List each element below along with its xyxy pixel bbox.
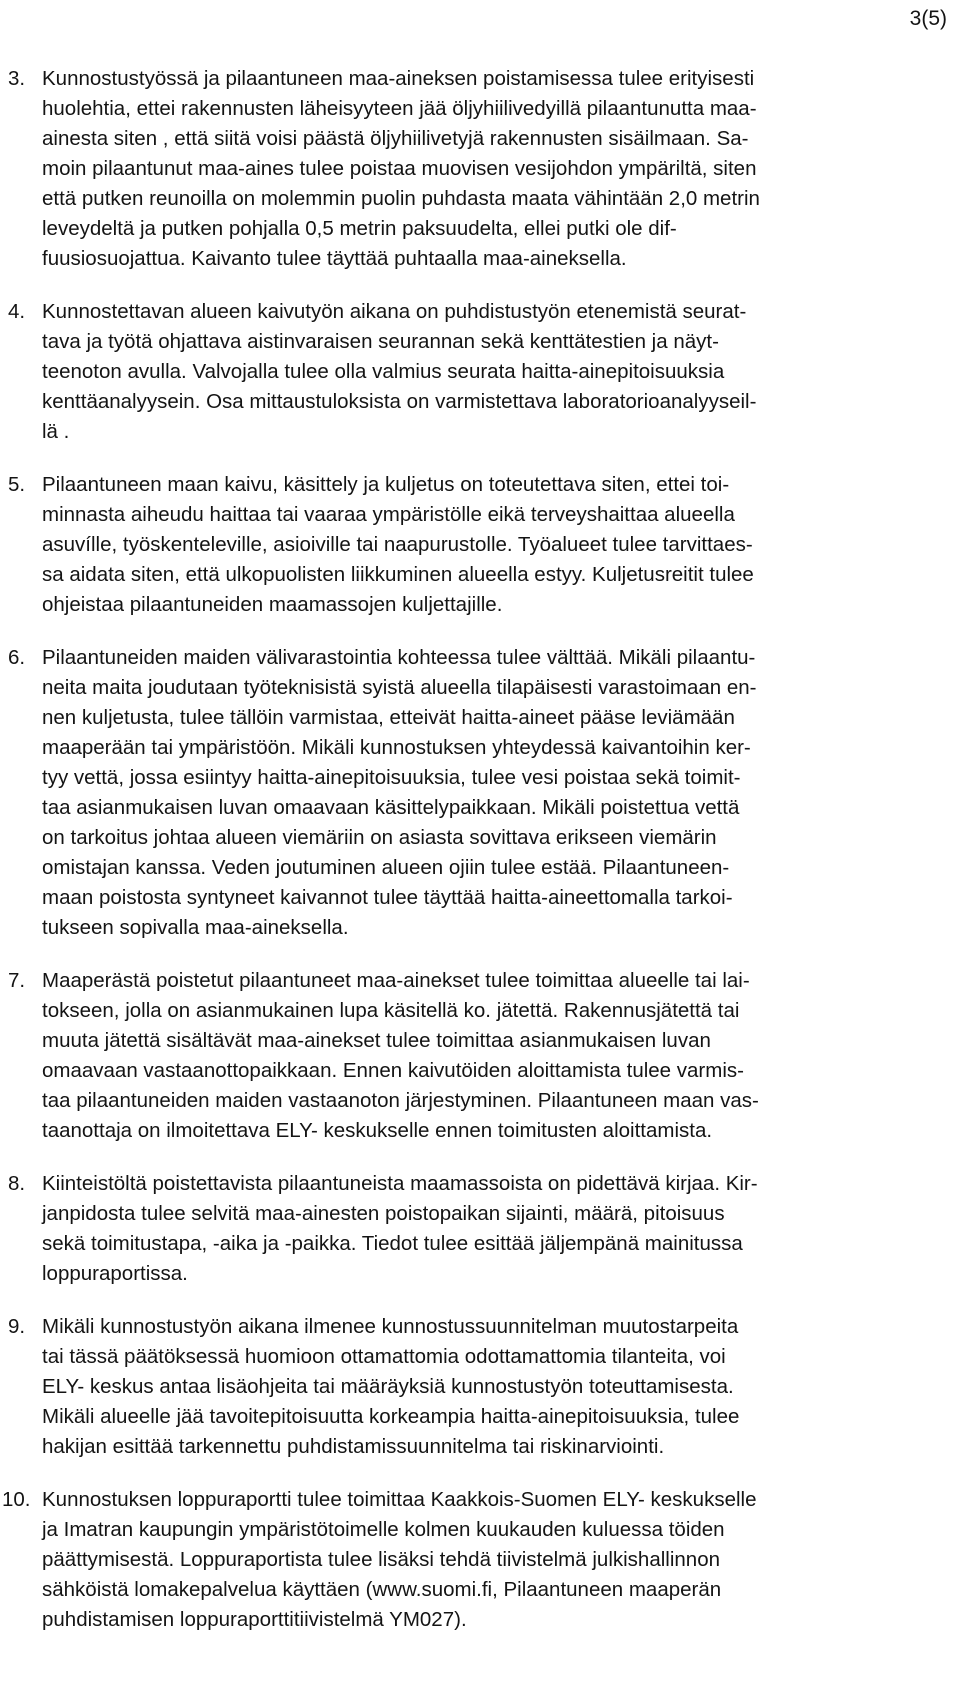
text-line: omistajan kanssa. Veden joutuminen alueen ojiin tulee estää. Pilaantuneen-	[42, 856, 730, 879]
text-line: ohjeistaa pilaantuneiden maamassojen kuljettajille.	[42, 593, 503, 616]
item-number: 3.	[8, 67, 26, 90]
text-line: lä .	[42, 420, 70, 443]
text-line: tyy vettä, jossa esiintyy haitta-ainepitoisuuksia, tulee vesi poistaa sekä toimit-	[42, 766, 741, 789]
list-item-5	[0, 470, 960, 620]
text-line: on tarkoitus johtaa alueen viemäriin on asiasta sovittava erikseen viemärin	[42, 826, 717, 849]
text-line: ainesta siten , että siitä voisi päästä öljyhiilivetyjä rakennusten sisäilmaan. Sa-	[42, 127, 749, 150]
item-text	[42, 1312, 739, 1462]
text-line: tava ja työtä ohjattava aistinvaraisen seurannan sekä kenttätestien ja näyt-	[42, 330, 719, 353]
text-line: ELY- keskus antaa lisäohjeita tai määräyksiä kunnostustyön toteuttamisesta.	[42, 1375, 734, 1398]
text-line: tukseen sopivalla maa-aineksella.	[42, 916, 349, 939]
text-line: asuvílle, työskenteleville, asioiville tai naapurustolle. Työalueet tulee tarvittaes-	[42, 533, 753, 556]
text-line: leveydeltä ja putken pohjalla 0,5 metrin paksuudelta, ellei putki ole dif-	[42, 217, 677, 240]
text-line: taa asianmukaisen luvan omaavaan käsittelypaikkaan. Mikäli poistettua vettä	[42, 796, 740, 819]
item-number: 7.	[8, 969, 26, 992]
text-line: Maaperästä poistetut pilaantuneet maa-ainekset tulee toimittaa alueelle tai lai-	[42, 969, 750, 992]
text-line: Kiinteistöltä poistettavista pilaantuneista maamassoista on pidettävä kirjaa. Kir-	[42, 1172, 758, 1195]
item-number: 9.	[8, 1315, 26, 1338]
text-line: Kunnostuksen loppuraportti tulee toimittaa Kaakkois-Suomen ELY- keskukselle	[42, 1488, 757, 1511]
text-line: huolehtia, ettei rakennusten läheisyyteen jää öljyhiilivedyillä pilaantunutta maa-	[42, 97, 757, 120]
list-item-7	[0, 966, 960, 1146]
text-line: nen kuljetusta, tulee tällöin varmistaa, etteivät haitta-aineet pääse leviämään	[42, 706, 735, 729]
text-line: ja Imatran kaupungin ympäristötoimelle kolmen kuukauden kuluessa töiden	[42, 1518, 725, 1541]
item-number: 5.	[8, 473, 26, 496]
item-number: 6.	[8, 646, 26, 669]
text-line: tokseen, jolla on asianmukainen lupa käsitellä ko. jätettä. Rakennusjätettä tai	[42, 999, 740, 1022]
text-line: fuusiosuojattua. Kaivanto tulee täyttää puhtaalla maa-aineksella.	[42, 247, 627, 270]
text-line: neita maita joudutaan työteknisistä syistä alueella tilapäisesti varastoimaan en-	[42, 676, 757, 699]
item-text	[42, 643, 756, 943]
text-line: Pilaantuneiden maiden välivarastointia kohteessa tulee välttää. Mikäli pilaantu-	[42, 646, 756, 669]
text-line: minnasta aiheudu haittaa tai vaaraa ympäristölle eikä terveyshaittaa alueella	[42, 503, 735, 526]
text-line: moin pilaantunut maa-aines tulee poistaa muovisen vesijohdon ympäriltä, siten	[42, 157, 757, 180]
text-line: taa pilaantuneiden maiden vastaanoton järjestyminen. Pilaantuneen maan vas-	[42, 1089, 759, 1112]
text-line: kenttäanalyysein. Osa mittaustuloksista on varmistettava laboratorioanalyyseil-	[42, 390, 757, 413]
list-item-4	[0, 297, 960, 447]
text-line: loppuraportissa.	[42, 1262, 188, 1285]
item-number: 8.	[8, 1172, 26, 1195]
text-line: sähköistä lomakepalvelua käyttäen (www.suomi.fi, Pilaantuneen maaperän	[42, 1578, 722, 1601]
text-line: Mikäli alueelle jää tavoitepitoisuutta korkeampia haitta-ainepitoisuuksia, tulee	[42, 1405, 740, 1428]
item-text	[42, 64, 760, 274]
list-item-6	[0, 643, 960, 943]
text-line: taanottaja on ilmoitettava ELY- keskukselle ennen toimitusten aloittamista.	[42, 1119, 713, 1142]
text-line: Kunnostustyössä ja pilaantuneen maa-aineksen poistamisessa tulee erityisesti	[42, 67, 755, 90]
text-line: Mikäli kunnostustyön aikana ilmenee kunnostussuunnitelman muutostarpeita	[42, 1315, 739, 1338]
numbered-list	[0, 64, 960, 1658]
text-line: että putken reunoilla on molemmin puolin puhdasta maata vähintään 2,0 metrin	[42, 187, 760, 210]
item-text	[42, 966, 759, 1146]
list-item-8	[0, 1169, 960, 1289]
list-item-10	[0, 1485, 960, 1635]
text-line: puhdistamisen loppuraporttitiivistelmä YM027).	[42, 1608, 467, 1631]
page-number: 3(5)	[909, 7, 947, 30]
text-line: tai tässä päätöksessä huomioon ottamattomia odottamattomia tilanteita, voi	[42, 1345, 726, 1368]
item-text	[42, 297, 756, 447]
text-line: hakijan esittää tarkennettu puhdistamissuunnitelma tai riskinarviointi.	[42, 1435, 665, 1458]
item-text	[42, 1485, 757, 1635]
list-item-9	[0, 1312, 960, 1462]
text-line: janpidosta tulee selvitä maa-ainesten poistopaikan sijainti, määrä, pitoisuus	[42, 1202, 725, 1225]
text-line: maaperään tai ympäristöön. Mikäli kunnostuksen yhteydessä kaivantoihin ker-	[42, 736, 751, 759]
text-line: Pilaantuneen maan kaivu, käsittely ja kuljetus on toteutettava siten, ettei toi-	[42, 473, 730, 496]
text-line: muuta jätettä sisältävät maa-ainekset tulee toimittaa asianmukaisen luvan	[42, 1029, 711, 1052]
text-line: sekä toimitustapa, -aika ja -paikka. Tiedot tulee esittää jäljempänä mainitussa	[42, 1232, 743, 1255]
item-number: 4.	[8, 300, 26, 323]
item-text	[42, 470, 754, 620]
text-line: omaavaan vastaanottopaikkaan. Ennen kaivutöiden aloittamista tulee varmis-	[42, 1059, 744, 1082]
text-line: teenoton avulla. Valvojalla tulee olla valmius seurata haitta-ainepitoisuuksia	[42, 360, 725, 383]
text-line: sa aidata siten, että ulkopuolisten liikkuminen alueella estyy. Kuljetusreitit tulee	[42, 563, 754, 586]
text-line: maan poistosta syntyneet kaivannot tulee täyttää haitta-aineettomalla tarkoi-	[42, 886, 733, 909]
item-number: 10.	[2, 1488, 31, 1511]
text-line: Kunnostettavan alueen kaivutyön aikana on puhdistustyön etenemistä seurat-	[42, 300, 747, 323]
list-item-3	[0, 64, 960, 274]
item-text	[42, 1169, 758, 1289]
text-line: päättymisestä. Loppuraportista tulee lisäksi tehdä tiivistelmä julkishallinnon	[42, 1548, 720, 1571]
